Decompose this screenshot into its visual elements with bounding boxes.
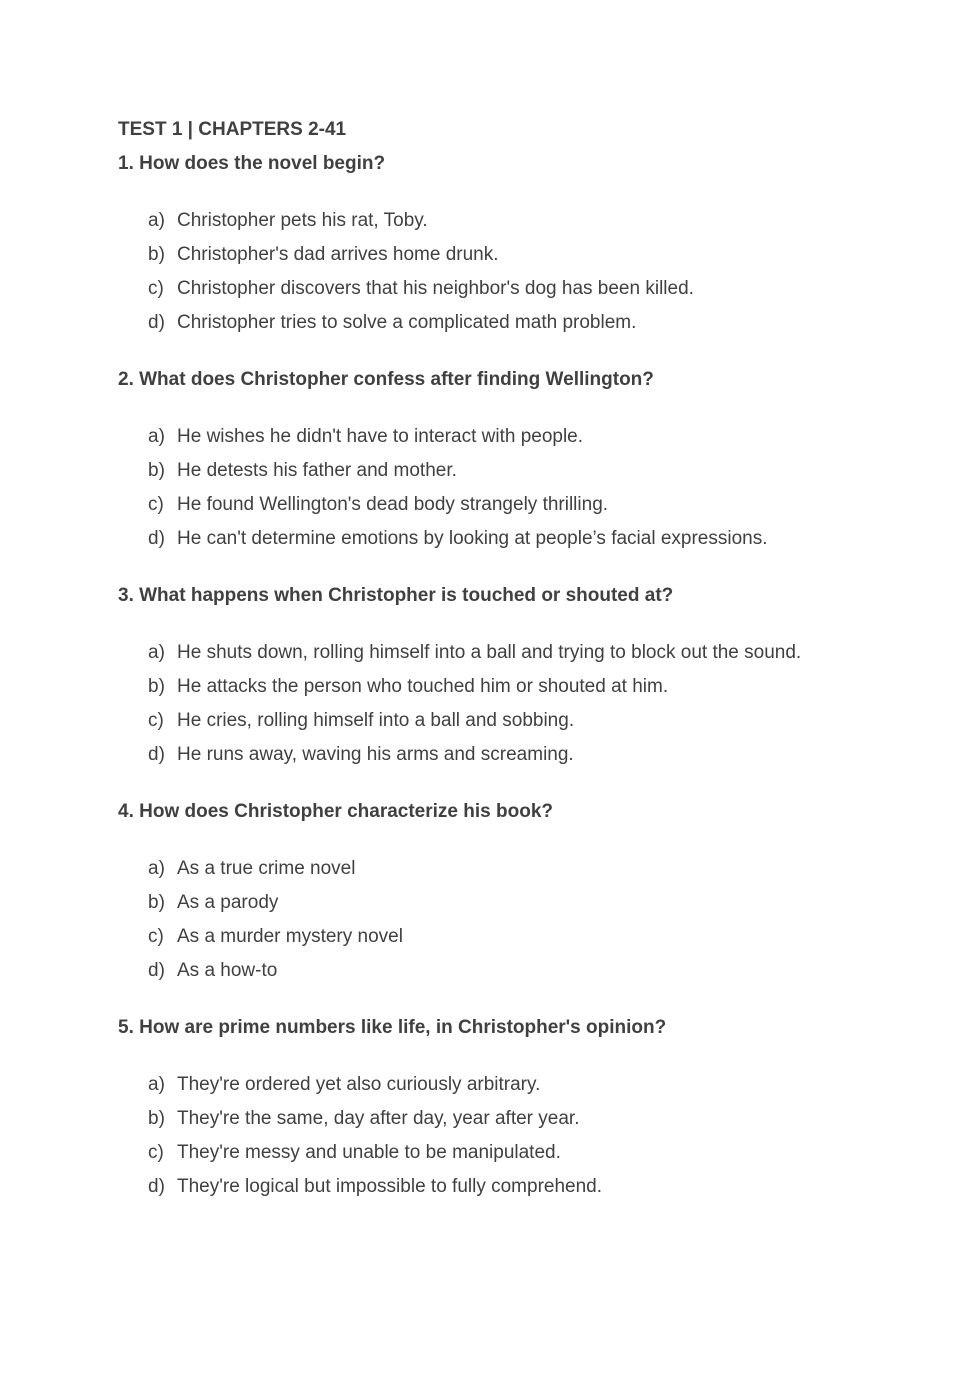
option-letter: a)	[148, 426, 165, 447]
option-letter: a)	[148, 642, 165, 663]
question-text: 2. What does Christopher confess after finding Wellington?	[118, 369, 654, 390]
option-text: Christopher tries to solve a complicated math problem.	[177, 312, 637, 333]
answer-options	[118, 1073, 878, 1199]
option-text: They're messy and unable to be manipulated.	[177, 1142, 561, 1163]
option-letter: a)	[148, 858, 165, 879]
answer-options	[118, 641, 878, 767]
question-4	[118, 800, 878, 983]
option-letter: b)	[148, 1108, 165, 1129]
answer-option-a	[118, 641, 878, 665]
option-letter: a)	[148, 1074, 165, 1095]
option-text: They're the same, day after day, year after year.	[177, 1108, 580, 1129]
test-title: TEST 1 | CHAPTERS 2-41	[118, 119, 347, 140]
option-text: They're ordered yet also curiously arbitrary.	[177, 1074, 541, 1095]
option-text: He runs away, waving his arms and screaming.	[177, 744, 574, 765]
answer-option-a	[118, 425, 878, 449]
question-3	[118, 584, 878, 767]
question-text: 3. What happens when Christopher is touched or shouted at?	[118, 585, 674, 606]
option-letter: b)	[148, 892, 165, 913]
question-text: 1. How does the novel begin?	[118, 153, 386, 174]
answer-option-b	[118, 459, 878, 483]
option-letter: d)	[148, 960, 165, 981]
option-letter: d)	[148, 1176, 165, 1197]
option-text: He found Wellington's dead body strangely thrilling.	[177, 494, 609, 515]
option-text: He detests his father and mother.	[177, 460, 457, 481]
answer-option-b	[118, 243, 878, 267]
option-text: Christopher's dad arrives home drunk.	[177, 244, 499, 265]
answer-options	[118, 857, 878, 983]
answer-options	[118, 425, 878, 551]
option-text: He cries, rolling himself into a ball and sobbing.	[177, 710, 575, 731]
question-1	[118, 152, 878, 335]
answer-option-a	[118, 209, 878, 233]
option-text: Christopher pets his rat, Toby.	[177, 210, 428, 231]
option-text: He wishes he didn't have to interact with people.	[177, 426, 584, 447]
option-text: Christopher discovers that his neighbor's dog has been killed.	[177, 278, 694, 299]
option-letter: d)	[148, 744, 165, 765]
option-letter: b)	[148, 244, 165, 265]
answer-option-d	[118, 743, 878, 767]
option-text: He attacks the person who touched him or shouted at him.	[177, 676, 669, 697]
option-letter: c)	[148, 926, 164, 947]
option-text: He shuts down, rolling himself into a ball and trying to block out the sound.	[177, 642, 802, 663]
option-text: As a parody	[177, 892, 279, 913]
option-text: As a murder mystery novel	[177, 926, 403, 947]
answer-option-c	[118, 277, 878, 301]
answer-option-d	[118, 527, 878, 551]
option-text: He can't determine emotions by looking at people’s facial expressions.	[177, 528, 768, 549]
option-letter: d)	[148, 528, 165, 549]
answer-option-c	[118, 709, 878, 733]
answer-option-b	[118, 675, 878, 699]
option-letter: c)	[148, 278, 164, 299]
question-text: 5. How are prime numbers like life, in Christopher's opinion?	[118, 1017, 667, 1038]
answer-option-b	[118, 1107, 878, 1131]
option-text: As a true crime novel	[177, 858, 356, 879]
answer-option-b	[118, 891, 878, 915]
option-text: They're logical but impossible to fully comprehend.	[177, 1176, 603, 1197]
option-letter: c)	[148, 1142, 164, 1163]
option-letter: c)	[148, 494, 164, 515]
question-5	[118, 1016, 878, 1199]
option-letter: c)	[148, 710, 164, 731]
option-letter: a)	[148, 210, 165, 231]
question-text: 4. How does Christopher characterize his book?	[118, 801, 553, 822]
answer-option-d	[118, 1175, 878, 1199]
option-letter: d)	[148, 312, 165, 333]
answer-option-a	[118, 1073, 878, 1097]
answer-option-c	[118, 925, 878, 949]
answer-option-d	[118, 959, 878, 983]
answer-option-d	[118, 311, 878, 335]
answer-option-a	[118, 857, 878, 881]
question-2	[118, 368, 878, 551]
answer-option-c	[118, 493, 878, 517]
option-letter: b)	[148, 460, 165, 481]
option-text: As a how-to	[177, 960, 278, 981]
option-letter: b)	[148, 676, 165, 697]
answer-option-c	[118, 1141, 878, 1165]
document-page	[118, 118, 878, 1199]
answer-options	[118, 209, 878, 335]
